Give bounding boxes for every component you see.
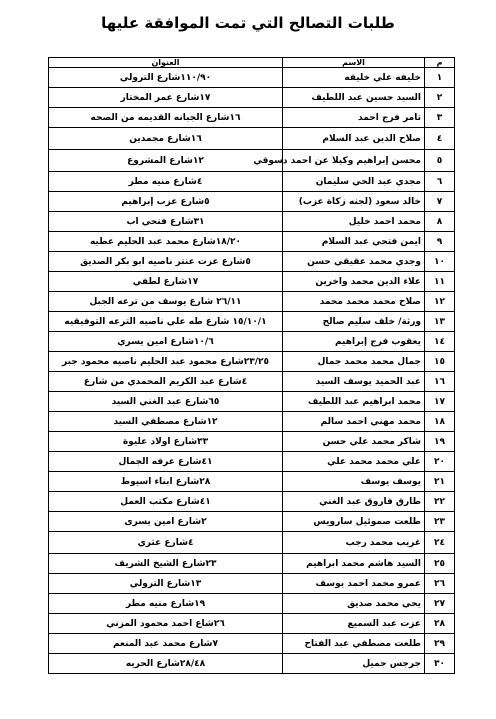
table-header-row (49, 58, 455, 68)
row-address: ٢شارع امين يسرى (49, 512, 283, 532)
row-name: يحي محمد صديق (283, 594, 425, 614)
row-name: السيد حسين عبد اللطيف (283, 88, 425, 108)
table-row (49, 232, 455, 252)
table-row (49, 472, 455, 492)
table-row (49, 172, 455, 192)
row-name: جمال محمد محمد جمال (283, 352, 425, 372)
row-number: ٢٨ (425, 614, 455, 634)
row-address: ١٢شارع المشروع (49, 150, 283, 172)
row-address: ١١٠/٩٠شارع الترولي (49, 68, 283, 88)
row-address: ٤١شارع عرفه الجمال (49, 452, 283, 472)
row-number: ١٦ (425, 372, 455, 392)
row-number: ٨ (425, 212, 455, 232)
row-address: ٢٦شاع احمد محمود المزني (49, 614, 283, 634)
row-name: تامر فرج احمد (283, 108, 425, 128)
row-number: ١٧ (425, 392, 455, 412)
document-title: طلبات التصالح التي تمت الموافقة عليها (101, 14, 395, 32)
row-name: خالد سعود (لجنه زكاة عزب) (283, 192, 425, 212)
row-name: وجدي محمد عقيقي حسن (283, 252, 425, 272)
row-number: ٢٢ (425, 492, 455, 512)
row-name: عزت عبد السميع (283, 614, 425, 634)
table-row (49, 512, 455, 532)
row-number: ٤ (425, 128, 455, 150)
row-address: ١٣شارع الترولي (49, 574, 283, 594)
row-number: ٢٦ (425, 574, 455, 594)
table-row (49, 492, 455, 512)
row-number: ٢١ (425, 472, 455, 492)
table-row (49, 272, 455, 292)
table-row (49, 108, 455, 128)
row-name: عمرو محمد احمد يوسف (283, 574, 425, 594)
row-number: ١٨ (425, 412, 455, 432)
row-name: جرجس جميل (283, 654, 425, 674)
table-row (49, 574, 455, 594)
row-name: السيد هاشم محمد ابراهيم (283, 554, 425, 574)
table-row (49, 392, 455, 412)
row-address: ٣١شارع فتحي اب (49, 212, 283, 232)
row-address: ٢٦/١١ شارع يوسف من ترعه الجبل (49, 292, 283, 312)
table-body (49, 68, 455, 674)
row-number: ١٣ (425, 312, 455, 332)
table-row (49, 634, 455, 654)
header-number: م (425, 58, 455, 68)
table-row (49, 532, 455, 554)
table-row (49, 554, 455, 574)
row-address: ٢٨/٤٨شارع الحريه (49, 654, 283, 674)
row-address: ١٩شارع منيه مطر (49, 594, 283, 614)
row-number: ١٢ (425, 292, 455, 312)
approvals-table (48, 57, 455, 674)
row-number: ٩ (425, 232, 455, 252)
row-address: ٤١شارع مكتب العمل (49, 492, 283, 512)
table-row (49, 312, 455, 332)
table-row (49, 88, 455, 108)
row-address: ١٨/٢٠شارع محمد عبد الحليم عطيه (49, 232, 283, 252)
row-name: علاء الدين محمد واخرين (283, 272, 425, 292)
row-name: طارق فاروق عبد الغني (283, 492, 425, 512)
row-name: محمد مهني احمد سالم (283, 412, 425, 432)
row-number: ٥ (425, 150, 455, 172)
row-number: ٣٠ (425, 654, 455, 674)
row-address: ١٠/٦شارع امين يسري (49, 332, 283, 352)
row-name: شاكر محمد علي حسن (283, 432, 425, 452)
row-address: ١٦شارع الجبانه القديمه من الصحه (49, 108, 283, 128)
table-row (49, 252, 455, 272)
row-name: محمد احمد خليل (283, 212, 425, 232)
row-number: ٢ (425, 88, 455, 108)
row-number: ٢٤ (425, 532, 455, 554)
row-address: ٢٣/٢٥شارع محمود عبد الحليم ناصيه محمود جبر (49, 352, 283, 372)
row-number: ١ (425, 68, 455, 88)
table-row (49, 654, 455, 674)
row-name: علي محمد محمد علي (283, 452, 425, 472)
row-address: ٤شارع منيه مطر (49, 172, 283, 192)
row-name: صلاح محمد محمد محمد (283, 292, 425, 312)
table-row (49, 128, 455, 150)
row-number: ١٩ (425, 432, 455, 452)
row-name: ايمن فتحي عبد السلام (283, 232, 425, 252)
row-name: طلعت مصطفي عبد الفتاح (283, 634, 425, 654)
row-number: ١١ (425, 272, 455, 292)
row-number: ٣ (425, 108, 455, 128)
header-address: العنوان (49, 58, 283, 68)
row-address: ١٧شارع لطفي (49, 272, 283, 292)
row-address: ١٦شارع مجمدين (49, 128, 283, 150)
row-name: مجدي عبد الحي سليمان (283, 172, 425, 192)
row-number: ١٠ (425, 252, 455, 272)
row-number: ١٤ (425, 332, 455, 352)
row-name: خليفه علي خليفه (283, 68, 425, 88)
row-name: عبد الحميد يوسف السيد (283, 372, 425, 392)
row-address: ١٥/١٠/١ شارع طه علي ناصيه الترعه التوفيقيه (49, 312, 283, 332)
row-address: ٢٣شارع الشيخ الشريف (49, 554, 283, 574)
row-address: ١٢شارع مصطفي السيد (49, 412, 283, 432)
table-row (49, 614, 455, 634)
row-address: ٧شارع محمد عبد المنعم (49, 634, 283, 654)
table-row (49, 332, 455, 352)
row-number: ٢٥ (425, 554, 455, 574)
row-address: ٥شارع عزب إبراهيم (49, 192, 283, 212)
table-row (49, 372, 455, 392)
row-name: محمد ابراهيم عبد اللطيف (283, 392, 425, 412)
row-address: ٤شارع عبد الكريم المحمدي من شارع (49, 372, 283, 392)
row-number: ٢٣ (425, 512, 455, 532)
table-row (49, 68, 455, 88)
table-row (49, 292, 455, 312)
row-name: طلعت صموئيل سارويس (283, 512, 425, 532)
row-name: محسن إبراهيم وكيلا عن احمد دسوقي (283, 150, 425, 172)
row-address: ١٧شارع عمر المختار (49, 88, 283, 108)
table-row (49, 150, 455, 172)
row-address: ٣٣شارع اولاد عليوة (49, 432, 283, 452)
header-name: الاسم (283, 58, 425, 68)
row-number: ١٥ (425, 352, 455, 372)
row-number: ٢٩ (425, 634, 455, 654)
row-name: ورثة/ خلف سليم صالح (283, 312, 425, 332)
table-row (49, 212, 455, 232)
row-number: ٢٠ (425, 452, 455, 472)
row-number: ٦ (425, 172, 455, 192)
row-address: ٢٨شارع ابناء اسيوط (49, 472, 283, 492)
row-name: غريب محمد رجب (283, 532, 425, 554)
table-row (49, 432, 455, 452)
table-row (49, 192, 455, 212)
row-address: ٦٥شارع عبد الغني السيد (49, 392, 283, 412)
row-address: ٥شارع عزت عنتر ناصيه ابو بكر الصديق (49, 252, 283, 272)
row-address: ٤شارع عثري (49, 532, 283, 554)
row-name: يعقوب فرج إبراهيم (283, 332, 425, 352)
row-number: ٧ (425, 192, 455, 212)
table-row (49, 352, 455, 372)
table-row (49, 412, 455, 432)
table-row (49, 594, 455, 614)
row-name: صلاح الدين عبد السلام (283, 128, 425, 150)
table-row (49, 452, 455, 472)
row-name: يوسف يوسف (283, 472, 425, 492)
row-number: ٢٧ (425, 594, 455, 614)
